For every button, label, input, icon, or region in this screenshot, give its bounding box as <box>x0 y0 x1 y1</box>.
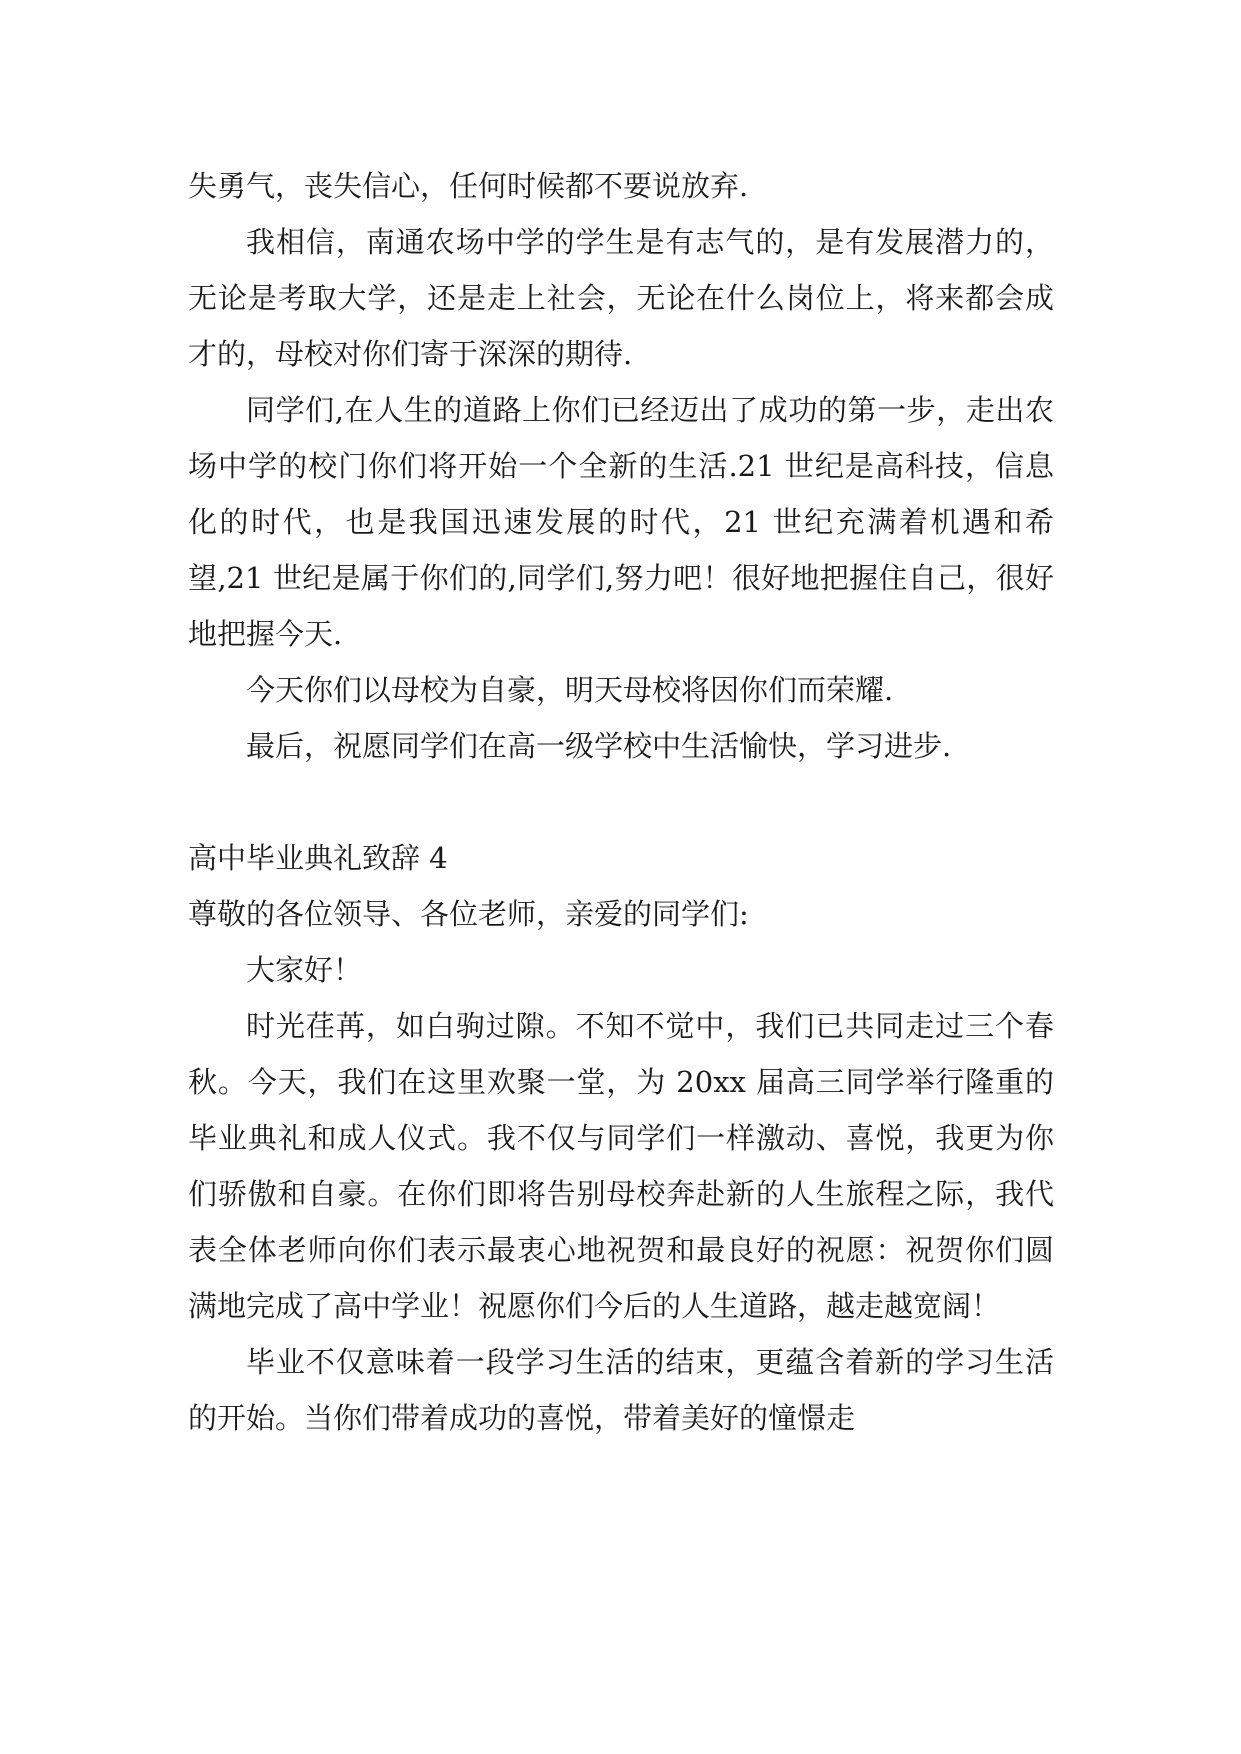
document-body <box>188 158 1054 1446</box>
paragraph-pride: 今天你们以母校为自豪，明天母校将因你们而荣耀. <box>246 673 894 707</box>
paragraph-graduation: 时光荏苒，如白驹过隙。不知不觉中，我们已共同走过三个春秋。今天，我们在这里欢聚一堂，为 20xx 届高三同学举行隆重的毕业典礼和成人仪式。我不仅与同学们一样激动、喜悦，我更为你们骄傲和自豪。在你们即将告别母校奔赴新的人生旅程之际，我代表全体老师向你们表示最衷心地祝贺和最良好的祝愿：祝贺你们圆满地完成了高中学业！祝愿你们今后的人生道路，越走越宽阔！ <box>188 1009 1054 1323</box>
greeting: 大家好！ <box>246 953 363 987</box>
paragraph-belief: 我相信，南通农场中学的学生是有志气的，是有发展潜力的，无论是考取大学，还是走上社会，无论在什么岗位上，将来都会成才的，母校对你们寄于深深的期待. <box>188 225 1054 371</box>
paragraph-new-beginning: 毕业不仅意味着一段学习生活的结束，更蕴含着新的学习生活的开始。当你们带着成功的喜悦，带着美好的憧憬走 <box>188 1345 1054 1435</box>
salutation: 尊敬的各位领导、各位老师，亲爱的同学们: <box>188 897 749 931</box>
paragraph-closing-wish: 最后，祝愿同学们在高一级学校中生活愉快，学习进步. <box>246 729 952 763</box>
paragraph-continuation: 失勇气，丧失信心，任何时候都不要说放弃. <box>188 169 749 203</box>
section-heading: 高中毕业典礼致辞 4 <box>188 841 448 875</box>
paragraph-new-century: 同学们,在人生的道路上你们已经迈出了成功的第一步，走出农场中学的校门你们将开始一个全新的生活.21 世纪是高科技，信息化的时代，也是我国迅速发展的时代，21 世纪充满着机遇和希望,21 世纪是属于你们的,同学们,努力吧！很好地把握住自己，很好地把握今天. <box>188 393 1054 651</box>
section-spacer <box>188 774 1054 830</box>
